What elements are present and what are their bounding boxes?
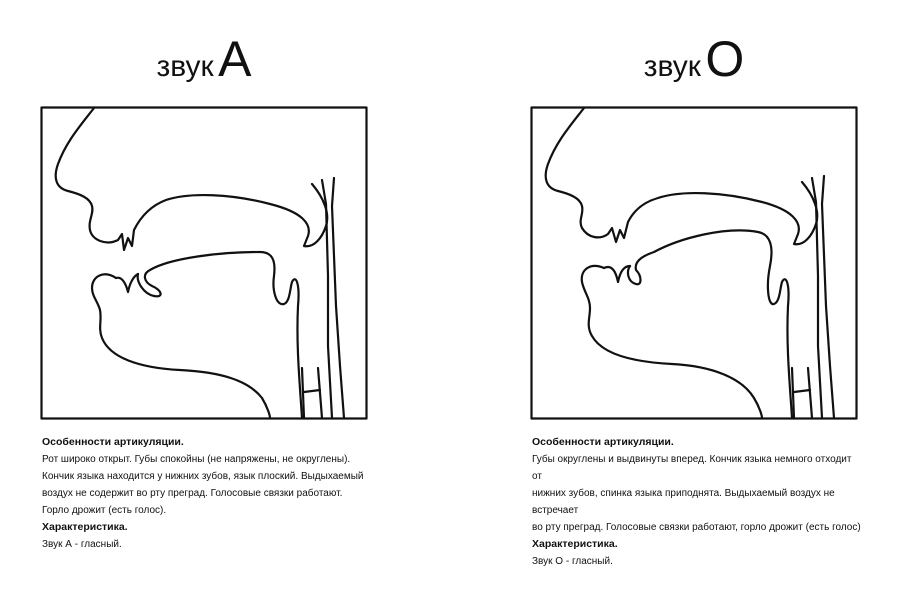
sound-o-lower-lip-jaw xyxy=(582,266,762,418)
sound-o-articulation-heading: Особенности артикуляции. xyxy=(532,436,674,448)
sound-o-diagram-svg xyxy=(530,106,858,420)
sound-a-title-letter: А xyxy=(218,31,252,87)
sound-a-pharynx-front xyxy=(322,180,332,418)
sound-o-pharynx-back xyxy=(822,176,834,418)
sound-a-articulation-line: Рот широко открыт. Губы спокойны (не напряжены, не округлены). xyxy=(42,454,351,465)
sound-o-articulation-line: Губы округлены и выдвинуты вперед. Кончик языка немного отходит от xyxy=(532,454,852,482)
sound-a-articulation-diagram xyxy=(40,106,368,420)
sound-o-tongue xyxy=(628,230,792,418)
sound-a-diagram-svg xyxy=(40,106,368,420)
sound-o-larynx-crossbar xyxy=(794,390,810,392)
sound-a-larynx-right xyxy=(318,368,322,418)
sound-o-description xyxy=(532,434,862,570)
sound-o-lower-teeth xyxy=(604,266,630,282)
sound-a-title xyxy=(40,30,368,88)
sound-a-description xyxy=(42,434,372,553)
sound-o-articulation-line: нижних зубов, спинка языка приподнята. Выдыхаемый воздух не встречает xyxy=(532,488,835,516)
sound-a-articulation-line: Кончик языка находится у нижних зубов, язык плоский. Выдыхаемый xyxy=(42,471,364,482)
sound-a-lower-lip-jaw xyxy=(92,274,270,418)
sound-o-pharynx-front xyxy=(812,178,822,418)
sound-o-panel xyxy=(530,0,861,597)
sound-a-pharynx-back xyxy=(332,178,344,418)
sound-o-articulation-diagram xyxy=(530,106,858,420)
sound-a-nose-upper-lip xyxy=(56,108,328,250)
sound-a-panel xyxy=(40,0,368,597)
sound-a-title-word: звук xyxy=(156,50,214,83)
sound-a-articulation-line: Горло дрожит (есть голос). xyxy=(42,505,167,516)
sound-o-articulation-line: во рту преград. Голосовые связки работают, горло дрожит (есть голос) xyxy=(532,522,861,533)
sound-a-characteristic-text: Звук А - гласный. xyxy=(42,539,122,550)
sound-a-articulation-heading: Особенности артикуляции. xyxy=(42,436,184,448)
sound-o-characteristic-text: Звук О - гласный. xyxy=(532,556,613,567)
sound-o-title-letter: О xyxy=(705,31,745,87)
sound-o-larynx-right xyxy=(808,368,812,418)
sound-a-articulation-line: воздух не содержит во рту преград. Голосовые связки работают. xyxy=(42,488,343,499)
sound-a-lower-teeth xyxy=(116,274,138,292)
sound-o-characteristic-heading: Характеристика. xyxy=(532,538,618,550)
sound-o-title xyxy=(530,30,858,88)
sound-o-title-word: звук xyxy=(643,50,701,83)
sound-a-larynx-crossbar xyxy=(304,390,320,392)
sound-o-nose-upper-lip xyxy=(546,108,818,244)
sound-a-tongue xyxy=(138,252,302,418)
sound-a-characteristic-heading: Характеристика. xyxy=(42,521,128,533)
